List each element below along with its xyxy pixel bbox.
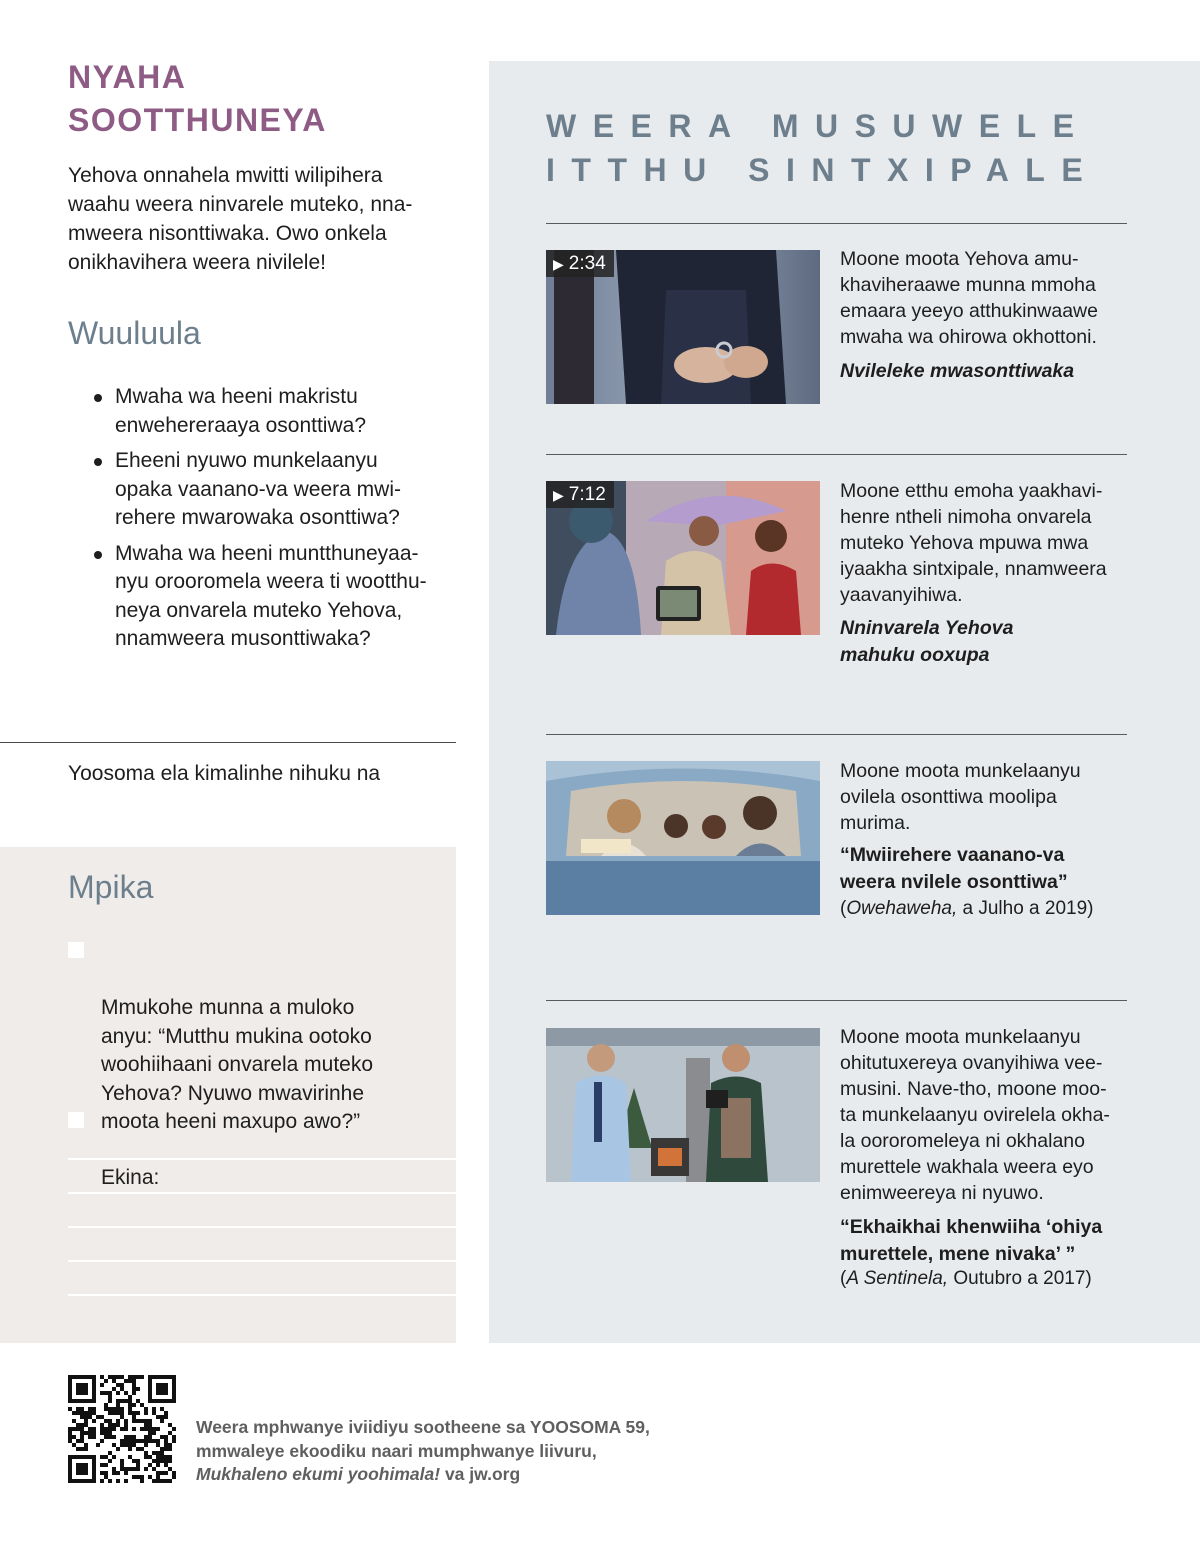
footer-line — [196, 1463, 716, 1487]
goal-text: Ekina: — [101, 1166, 160, 1189]
video-link-title[interactable]: Nninvarela Yehova mahuku ooxupa — [840, 617, 1014, 666]
video-thumbnail-couple[interactable] — [546, 481, 820, 635]
divider — [546, 734, 1127, 735]
qr-code[interactable] — [68, 1375, 176, 1483]
divider — [546, 1000, 1127, 1001]
video-duration: ▶ 2:34 — [546, 250, 614, 277]
publication-name: Owehaweha, — [846, 898, 958, 919]
write-line[interactable] — [68, 1294, 456, 1296]
goal-box — [0, 847, 456, 1343]
play-icon: ▶ — [553, 487, 564, 503]
goal-checkbox[interactable] — [68, 1112, 84, 1128]
article-description: Moone moota munkelaanyu ovilela osonttiwa moolipa murima. — [840, 760, 1081, 834]
publication-name: A Sentinela, — [846, 1268, 949, 1289]
intro-paragraph: Yehova onnahela mwitti wilipihera waahu weera ninvarele muteko, nna- mweera nisonttiwaka. Owo onkela onikhavihera weera nivilele! — [68, 164, 413, 274]
review-question-list — [92, 383, 462, 661]
page-title: NYAHA SOOTTHUNEYA — [68, 59, 327, 138]
article-link-title[interactable]: “Mwiirehere vaanano-va weera nvilele osonttiwa” — [840, 844, 1068, 893]
video-thumbnail-arrest[interactable] — [546, 250, 820, 404]
website-text: va jw.org — [440, 1464, 521, 1484]
book-title: Mukhaleno ekumi yoohimala! — [196, 1464, 441, 1484]
goal-text: Mmukohe munna a muloko anyu: “Mutthu mukina ootoko woohiihaani onvarela muteko Yehova? Nyuwo mwavirinhe moota heeni maxupo awo?” — [101, 996, 374, 1133]
divider — [546, 223, 1127, 224]
review-question: Eheeni nyuwo munkelaanyu opaka vaanano-va weera mwi- rehere mwarowaka osonttiwa? — [92, 447, 462, 533]
write-line[interactable] — [68, 1192, 456, 1194]
video-description: Moone moota Yehova amu- khaviheraawe munna mmoha emaara yeeyo atthukinwaawe mwaha wa ohirowa okhottoni. — [840, 248, 1098, 348]
publication-date: Outubro a 2017) — [948, 1268, 1092, 1289]
footer-note — [196, 1416, 716, 1487]
review-question: Mwaha wa heeni muntthuneyaa- nyu orooromela weera ti wootthu- neya onvarela muteko Yehova, nnamweera musonttiwaka? — [92, 540, 462, 654]
article-image — [546, 761, 820, 915]
write-line[interactable] — [68, 1226, 456, 1228]
goal-checkbox[interactable] — [68, 942, 84, 958]
review-question: Mwaha wa heeni makristu enwehereraaya osonttiwa? — [92, 383, 462, 440]
image-family-car — [546, 761, 820, 915]
divider — [546, 454, 1127, 455]
article-description: Moone moota munkelaanyu ohitutuxereya ovanyihiwa vee- musini. Nave-tho, moone moo- ta munkelaanyu ovirelela okha- la oororomeleya ni okhalano murettele wakhala weera eyo enimweereya ni nyuwo. — [840, 1026, 1110, 1204]
footer-line: Weera mphwanye iviidiyu sootheene sa YOOSOMA 59, — [196, 1417, 650, 1437]
image-workplace — [546, 1028, 820, 1182]
play-icon: ▶ — [553, 256, 564, 272]
footer-line: mmwaleye ekoodiku naari mumphwanye liivuru, — [196, 1440, 597, 1461]
article-source: (A Sentinela, Outubro a 2017) — [840, 1268, 1092, 1289]
qr-code-image — [68, 1375, 176, 1483]
video-link-title[interactable]: Nvileleke mwasonttiwaka — [840, 360, 1075, 382]
article-image — [546, 1028, 820, 1182]
divider — [0, 742, 456, 743]
resources-title: WEERA MUSUWELE ITTHU SINTXIPALE — [546, 108, 1100, 188]
publication-date: a Julho a 2019) — [957, 898, 1094, 919]
article-source: (Owehaweha, a Julho a 2019) — [840, 898, 1094, 919]
completion-date-line: Yoosoma ela kimalinhe nihuku na — [68, 762, 381, 785]
write-line[interactable] — [68, 1158, 456, 1160]
video-description: Moone etthu emoha yaakhavi- henre ntheli nimoha onvarela muteko Yehova mpuwa mwa iyaakha sintxipale, nnamweera yaavanyihiwa. — [840, 480, 1107, 606]
write-line[interactable] — [68, 1260, 456, 1262]
review-heading: Wuuluula — [68, 315, 201, 351]
goal-item-other — [68, 1107, 438, 1221]
article-link-title[interactable]: “Ekhaikhai khenwiiha ‘ohiya murettele, mene nivaka’ ” — [840, 1216, 1103, 1265]
goal-heading: Mpika — [68, 869, 154, 905]
video-duration: ▶ 7:12 — [546, 481, 614, 508]
